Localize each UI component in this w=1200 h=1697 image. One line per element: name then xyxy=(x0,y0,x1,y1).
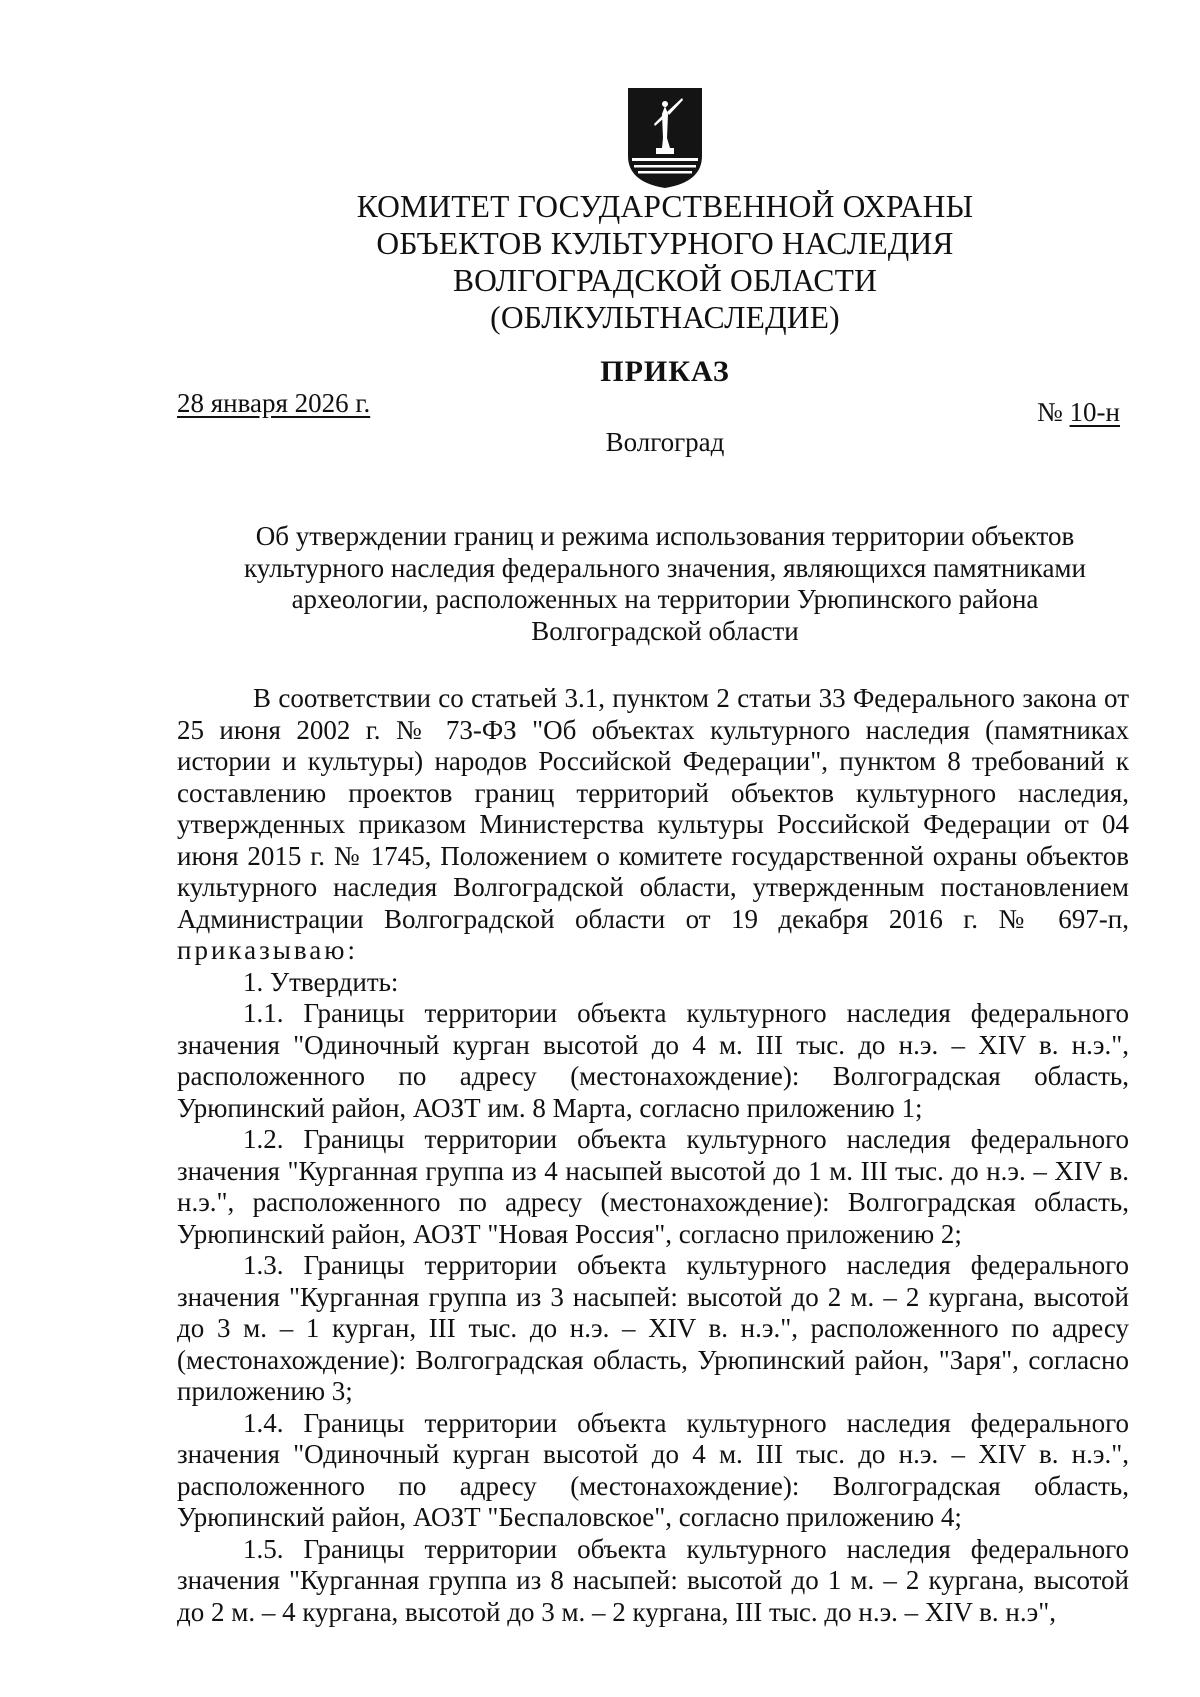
org-line: ОБЪЕКТОВ КУЛЬТУРНОГО НАСЛЕДИЯ xyxy=(376,226,954,261)
list-item: 1.4. Границы территории объекта культурного наследия федерального значения "Одиночный курган высотой до 4 м. III тыс. до н.э. – XIV в. н.э.", расположенного по адресу (местонахождение): Волгоградская область, Урюпинский район, АОЗТ "Беспаловское", согласно приложению 4; xyxy=(177,1407,1129,1532)
list-item: 1.3. Границы территории объекта культурного наследия федерального значения "Курганная группа из 3 насыпей: высотой до 2 м. – 2 кургана, высотой до 3 м. – 1 курган, III тыс. до н.э. – XIV в. н.э.", расположенного по адресу (местонахождение): Волгоградская область, Урюпинский район, "Заря", согласно приложению 3; xyxy=(177,1250,1129,1406)
document-number xyxy=(1037,397,1120,428)
subject-line: археологии, расположенных на территории Урюпинского района xyxy=(291,584,1039,614)
org-line: (ОБЛКУЛЬТНАСЛЕДИЕ) xyxy=(490,300,840,335)
document-body xyxy=(177,683,1129,1628)
org-line: ВОЛГОГРАДСКОЙ ОБЛАСТИ xyxy=(452,263,878,298)
document-date: 28 января 2026 г. xyxy=(177,388,371,418)
preamble-paragraph xyxy=(177,683,1129,967)
preamble-text: В соответствии со статьей 3.1, пунктом 2 статьи 33 Федерального закона от 25 июня 2002 г. № 73-ФЗ "Об объектах культурного наследия (памятниках истории и культуры) народов Российской Федерации", пунктом 8 требований к составлению проектов границ территорий объектов культурного наследия, утвержденных приказом Министерства культуры Российской Федерации от 04 июня 2015 г. № 1745, Положением о комитете государственной охраны объектов культурного наследия Волгоградской области, утвержденным постановлением Администрации Волгоградской области от 19 декабря 2016 г. № 697-п, xyxy=(177,683,1129,934)
organization-name xyxy=(0,188,1200,336)
document-subject xyxy=(210,521,1120,647)
org-line: КОМИТЕТ ГОСУДАРСТВЕННОЙ ОХРАНЫ xyxy=(356,189,974,224)
subject-line: Волгоградской области xyxy=(531,615,799,646)
approve-paragraph: 1. Утвердить: xyxy=(243,966,399,997)
document-city: Волгоград xyxy=(605,427,725,457)
list-item: 1.1. Границы территории объекта культурного наследия федерального значения "Одиночный курган высотой до 4 м. III тыс. до н.э. – XIV в. н.э.", расположенного по адресу (местонахождение): Волгоградская область, Урюпинский район, АОЗТ им. 8 Марта, согласно приложению 1; xyxy=(177,998,1129,1123)
subject-line: Об утверждении границ и режима использования территории объектов xyxy=(255,521,1075,551)
document-number-prefix: № xyxy=(1037,397,1063,427)
list-item: 1.2. Границы территории объекта культурного наследия федерального значения "Курганная группа из 4 насыпей высотой до 1 м. III тыс. до н.э. – XIV в. н.э.", расположенного по адресу (местонахождение): Волгоградская область, Урюпинский район, АОЗТ "Новая Россия", согласно приложению 2; xyxy=(177,1124,1129,1249)
volgograd-coat-of-arms-icon xyxy=(626,86,704,190)
list-item: 1.5. Границы территории объекта культурного наследия федерального значения "Курганная группа из 8 насыпей: высотой до 1 м. – 2 кургана, высотой до 2 м. – 4 кургана, высотой до 3 м. – 2 кургана, III тыс. до н.э. – XIV в. н.э", xyxy=(177,1533,1129,1627)
document-type-title: ПРИКАЗ xyxy=(600,355,730,388)
document-number-value: 10-н xyxy=(1069,397,1120,427)
order-word: приказываю: xyxy=(177,935,358,965)
subject-line: культурного наследия федерального значения, являющихся памятниками xyxy=(244,552,1086,583)
